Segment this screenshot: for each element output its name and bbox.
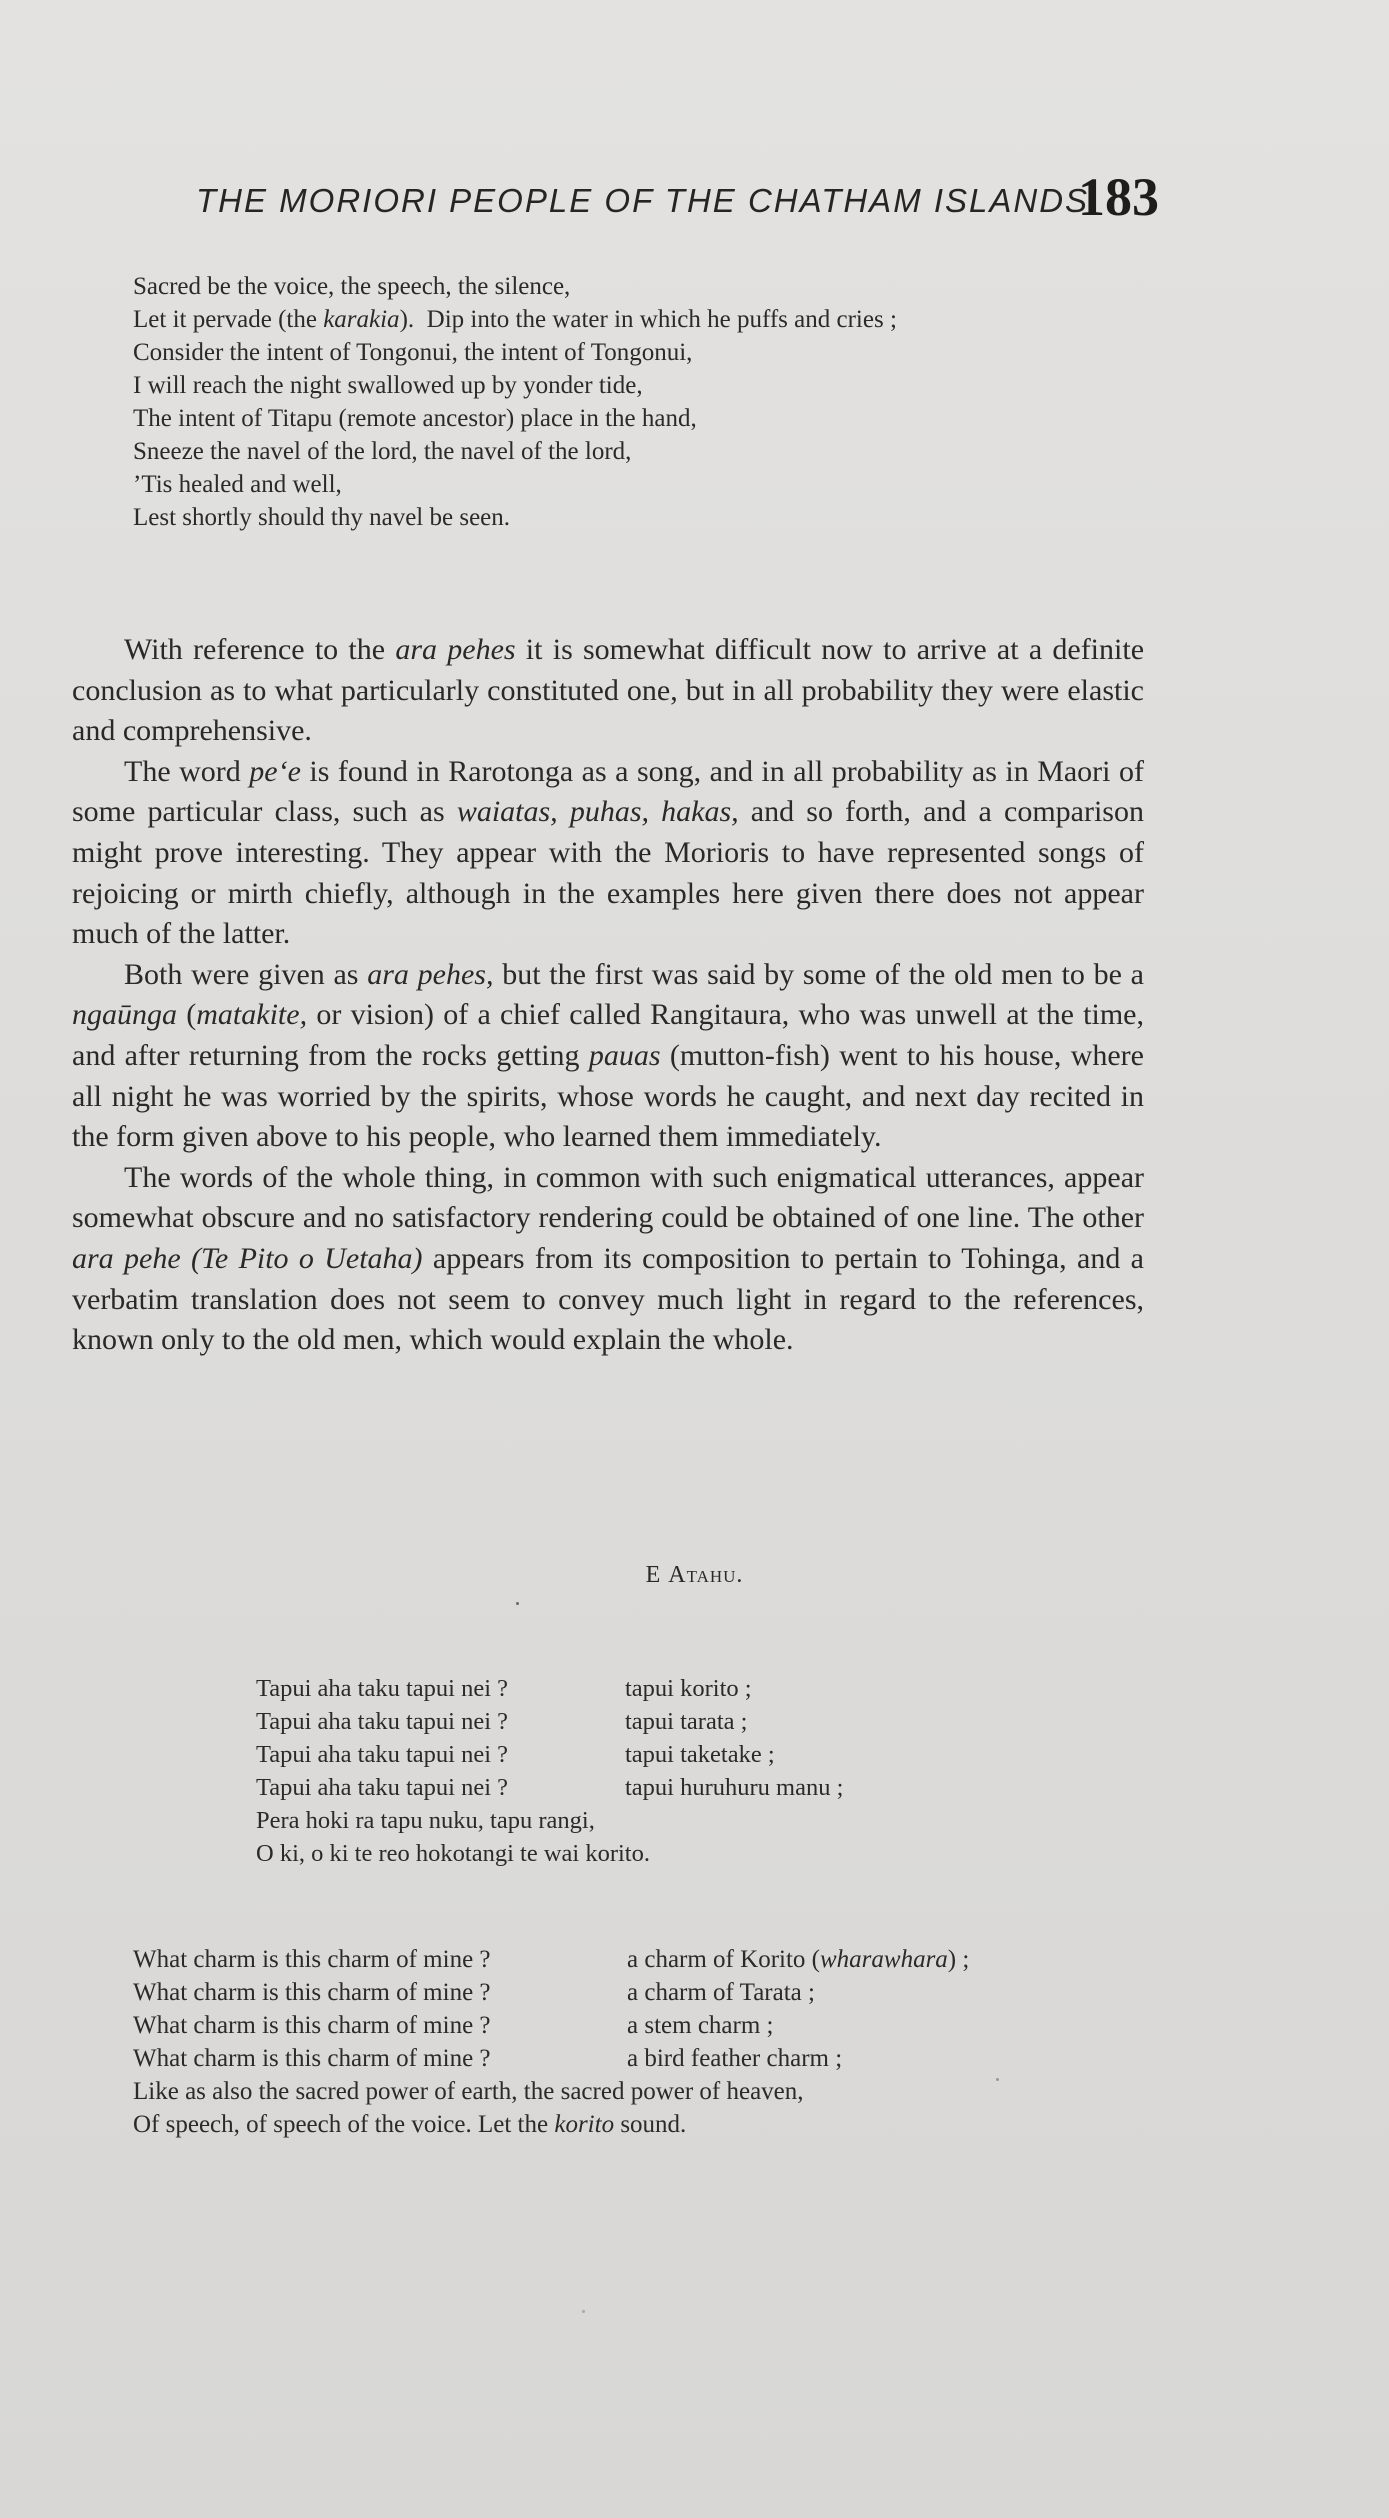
verse-line: What charm is this charm of mine ? a charm of Tarata ; bbox=[133, 1979, 815, 2006]
ink-speck bbox=[996, 2078, 999, 2081]
verse-line: Pera hoki ra tapu nuku, tapu rangi, bbox=[256, 1807, 595, 1834]
verse-line: Tapui aha taku tapui nei ? tapui taketake ; bbox=[256, 1741, 775, 1768]
verse-line: What charm is this charm of mine ? a bird feather charm ; bbox=[133, 2045, 843, 2072]
verse-line: Let it pervade (the karakia). Dip into the water in which he puffs and cries ; bbox=[133, 306, 897, 333]
verse-line: Consider the intent of Tongonui, the intent of Tongonui, bbox=[133, 339, 693, 366]
page-number: 183 bbox=[1078, 167, 1159, 227]
verse-translation-top bbox=[133, 270, 897, 534]
verse-line: What charm is this charm of mine ? a charm of Korito (wharawhara) ; bbox=[133, 1946, 970, 1973]
verse-line: Tapui aha taku tapui nei ? tapui huruhuru manu ; bbox=[256, 1774, 844, 1801]
verse-line: I will reach the night swallowed up by yonder tide, bbox=[133, 372, 643, 399]
paragraph: The word pe‘e is found in Rarotonga as a song, and in all probability as in Maori of some particular class, such as waiatas, puhas, hakas, and so forth, and a comparison might prove interesting. They appear with the Morioris to have represented songs of rejoicing or mirth chiefly, although in the examples here given there does not appear much of the latter. bbox=[72, 754, 1144, 951]
page-header bbox=[190, 160, 1190, 230]
verse-translation bbox=[133, 1943, 969, 2141]
verse-line: The intent of Titapu (remote ancestor) place in the hand, bbox=[133, 405, 697, 432]
verse-maori bbox=[256, 1672, 843, 1870]
verse-line: What charm is this charm of mine ? a stem charm ; bbox=[133, 2012, 774, 2039]
paragraph: With reference to the ara pehes it is somewhat difficult now to arrive at a definite conclusion as to what particularly constituted one, but in all probability they were elastic and comprehensive. bbox=[72, 633, 1145, 748]
verse-line: Lest shortly should thy navel be seen. bbox=[133, 504, 511, 531]
verse-line: ’Tis healed and well, bbox=[133, 471, 342, 498]
body-text bbox=[72, 630, 1144, 1361]
running-title: THE MORIORI PEOPLE OF THE CHATHAM ISLANDS. bbox=[196, 182, 1101, 219]
ink-speck bbox=[582, 2310, 585, 2313]
verse-line: Sacred be the voice, the speech, the silence, bbox=[133, 273, 571, 300]
section-heading: E Atahu. bbox=[645, 1562, 744, 1588]
verse-line: Of speech, of speech of the voice. Let the korito sound. bbox=[133, 2111, 687, 2138]
verse-line: Tapui aha taku tapui nei ? tapui korito ; bbox=[256, 1675, 752, 1702]
verse-line: O ki, o ki te reo hokotangi te wai korito. bbox=[256, 1840, 650, 1867]
verse-line: Sneeze the navel of the lord, the navel of the lord, bbox=[133, 438, 632, 465]
verse-line: Tapui aha taku tapui nei ? tapui tarata ; bbox=[256, 1708, 748, 1735]
verse-line: Like as also the sacred power of earth, the sacred power of heaven, bbox=[133, 2078, 804, 2105]
ink-speck bbox=[516, 1602, 519, 1605]
paragraph: Both were given as ara pehes, but the first was said by some of the old men to be a ngaūnga (matakite, or vision) of a chief called Rangitaura, who was unwell at the time, and after returning from the rocks getting pauas (mutton-fish) went to his house, where all night he was worried by the spirits, whose words he caught, and next day recited in the form given above to his people, who learned them immediately. bbox=[72, 957, 1144, 1154]
paragraph: The words of the whole thing, in common with such enigmatical utterances, appear somewhat obscure and no satisfactory rendering could be obtained of one line. The other ara pehe (Te Pito o Uetaha) appears from its composition to pertain to Tohinga, and a verbatim translation does not seem to convey much light in regard to the references, known only to the old men, which would explain the whole. bbox=[72, 1160, 1144, 1357]
